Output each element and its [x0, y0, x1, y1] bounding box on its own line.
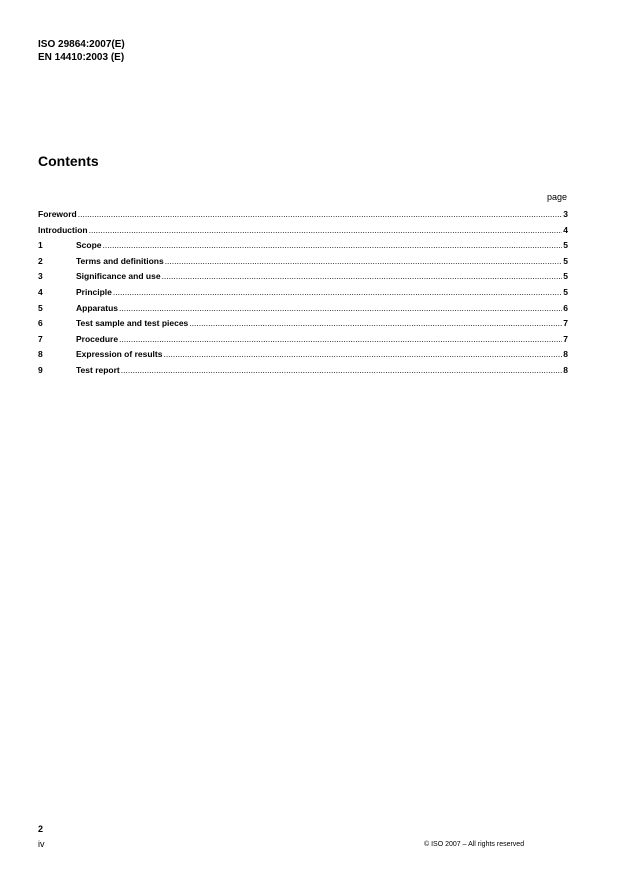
toc-entry-title: Foreword — [38, 209, 77, 219]
toc-entry-title: Introduction — [38, 224, 88, 235]
toc-entry-number: 8 — [38, 349, 43, 360]
toc-entry-number: 7 — [38, 333, 43, 344]
toc-entry-test-report[interactable] — [38, 365, 568, 381]
toc-entry-title: Apparatus — [76, 302, 119, 313]
toc-entry-page: 5 — [563, 286, 568, 297]
standard-id-iso: ISO 29864:2007(E) — [38, 39, 125, 50]
toc-entry-number: 6 — [38, 318, 43, 329]
toc-entry-expression[interactable] — [38, 349, 568, 365]
toc-leader-dots — [162, 271, 563, 281]
toc-leader-dots — [119, 303, 562, 313]
toc-leader-dots — [103, 240, 563, 250]
toc-entry-number: 2 — [38, 255, 43, 266]
toc-entry-number: 9 — [38, 364, 43, 375]
toc-entry-title: Procedure — [76, 333, 119, 344]
toc-entry-page: 5 — [563, 255, 568, 266]
toc-entry-title: Significance and use — [76, 271, 161, 282]
toc-entry-number: 3 — [38, 271, 43, 282]
footer-copyright: © ISO 2007 – All rights reserved — [424, 841, 525, 848]
toc-entry-scope[interactable] — [38, 240, 568, 256]
toc-entry-number: 5 — [38, 302, 43, 313]
toc-entry-page: 5 — [563, 240, 568, 251]
toc-entry-number: 4 — [38, 286, 43, 297]
toc-leader-dots — [189, 318, 562, 328]
toc-entry-apparatus[interactable] — [38, 303, 568, 319]
toc-entry-page: 6 — [563, 302, 568, 313]
toc-entry-title: Test sample and test pieces — [76, 318, 189, 329]
toc-entry-title: Scope — [76, 240, 102, 251]
toc-leader-dots — [78, 209, 563, 219]
toc-entry-page: 7 — [563, 318, 568, 329]
toc-leader-dots — [119, 334, 562, 344]
toc-leader-dots — [165, 256, 563, 266]
document-header — [38, 38, 125, 64]
contents-heading: Contents — [38, 153, 99, 169]
toc-entry-foreword[interactable] — [38, 209, 568, 225]
toc-entry-page: 7 — [563, 333, 568, 344]
toc-leader-dots — [113, 287, 562, 297]
toc-entry-principle[interactable] — [38, 287, 568, 303]
toc-entry-test-sample[interactable] — [38, 318, 568, 334]
toc-entry-page: 8 — [563, 364, 568, 375]
toc-entry-page: 3 — [563, 209, 568, 219]
toc-entry-title: Terms and definitions — [76, 255, 164, 266]
toc-entry-page: 4 — [563, 224, 568, 235]
table-of-contents — [38, 209, 568, 381]
toc-entry-title: Principle — [76, 286, 112, 297]
toc-entry-significance[interactable] — [38, 271, 568, 287]
toc-entry-introduction[interactable] — [38, 225, 568, 241]
toc-entry-page: 5 — [563, 271, 568, 282]
toc-entry-title: Expression of results — [76, 349, 163, 360]
footer-roman-page: iv — [38, 839, 45, 849]
toc-entry-title: Test report — [76, 364, 120, 375]
page-column-label: page — [546, 192, 567, 202]
toc-leader-dots — [89, 225, 563, 235]
toc-entry-procedure[interactable] — [38, 334, 568, 350]
toc-entry-page: 8 — [563, 349, 568, 360]
toc-entry-number: 1 — [38, 240, 43, 251]
toc-entry-terms[interactable] — [38, 256, 568, 272]
toc-leader-dots — [163, 349, 562, 359]
standard-id-en: EN 14410:2003 (E) — [38, 52, 125, 63]
toc-leader-dots — [121, 365, 562, 375]
footer-page-number: 2 — [38, 824, 44, 834]
